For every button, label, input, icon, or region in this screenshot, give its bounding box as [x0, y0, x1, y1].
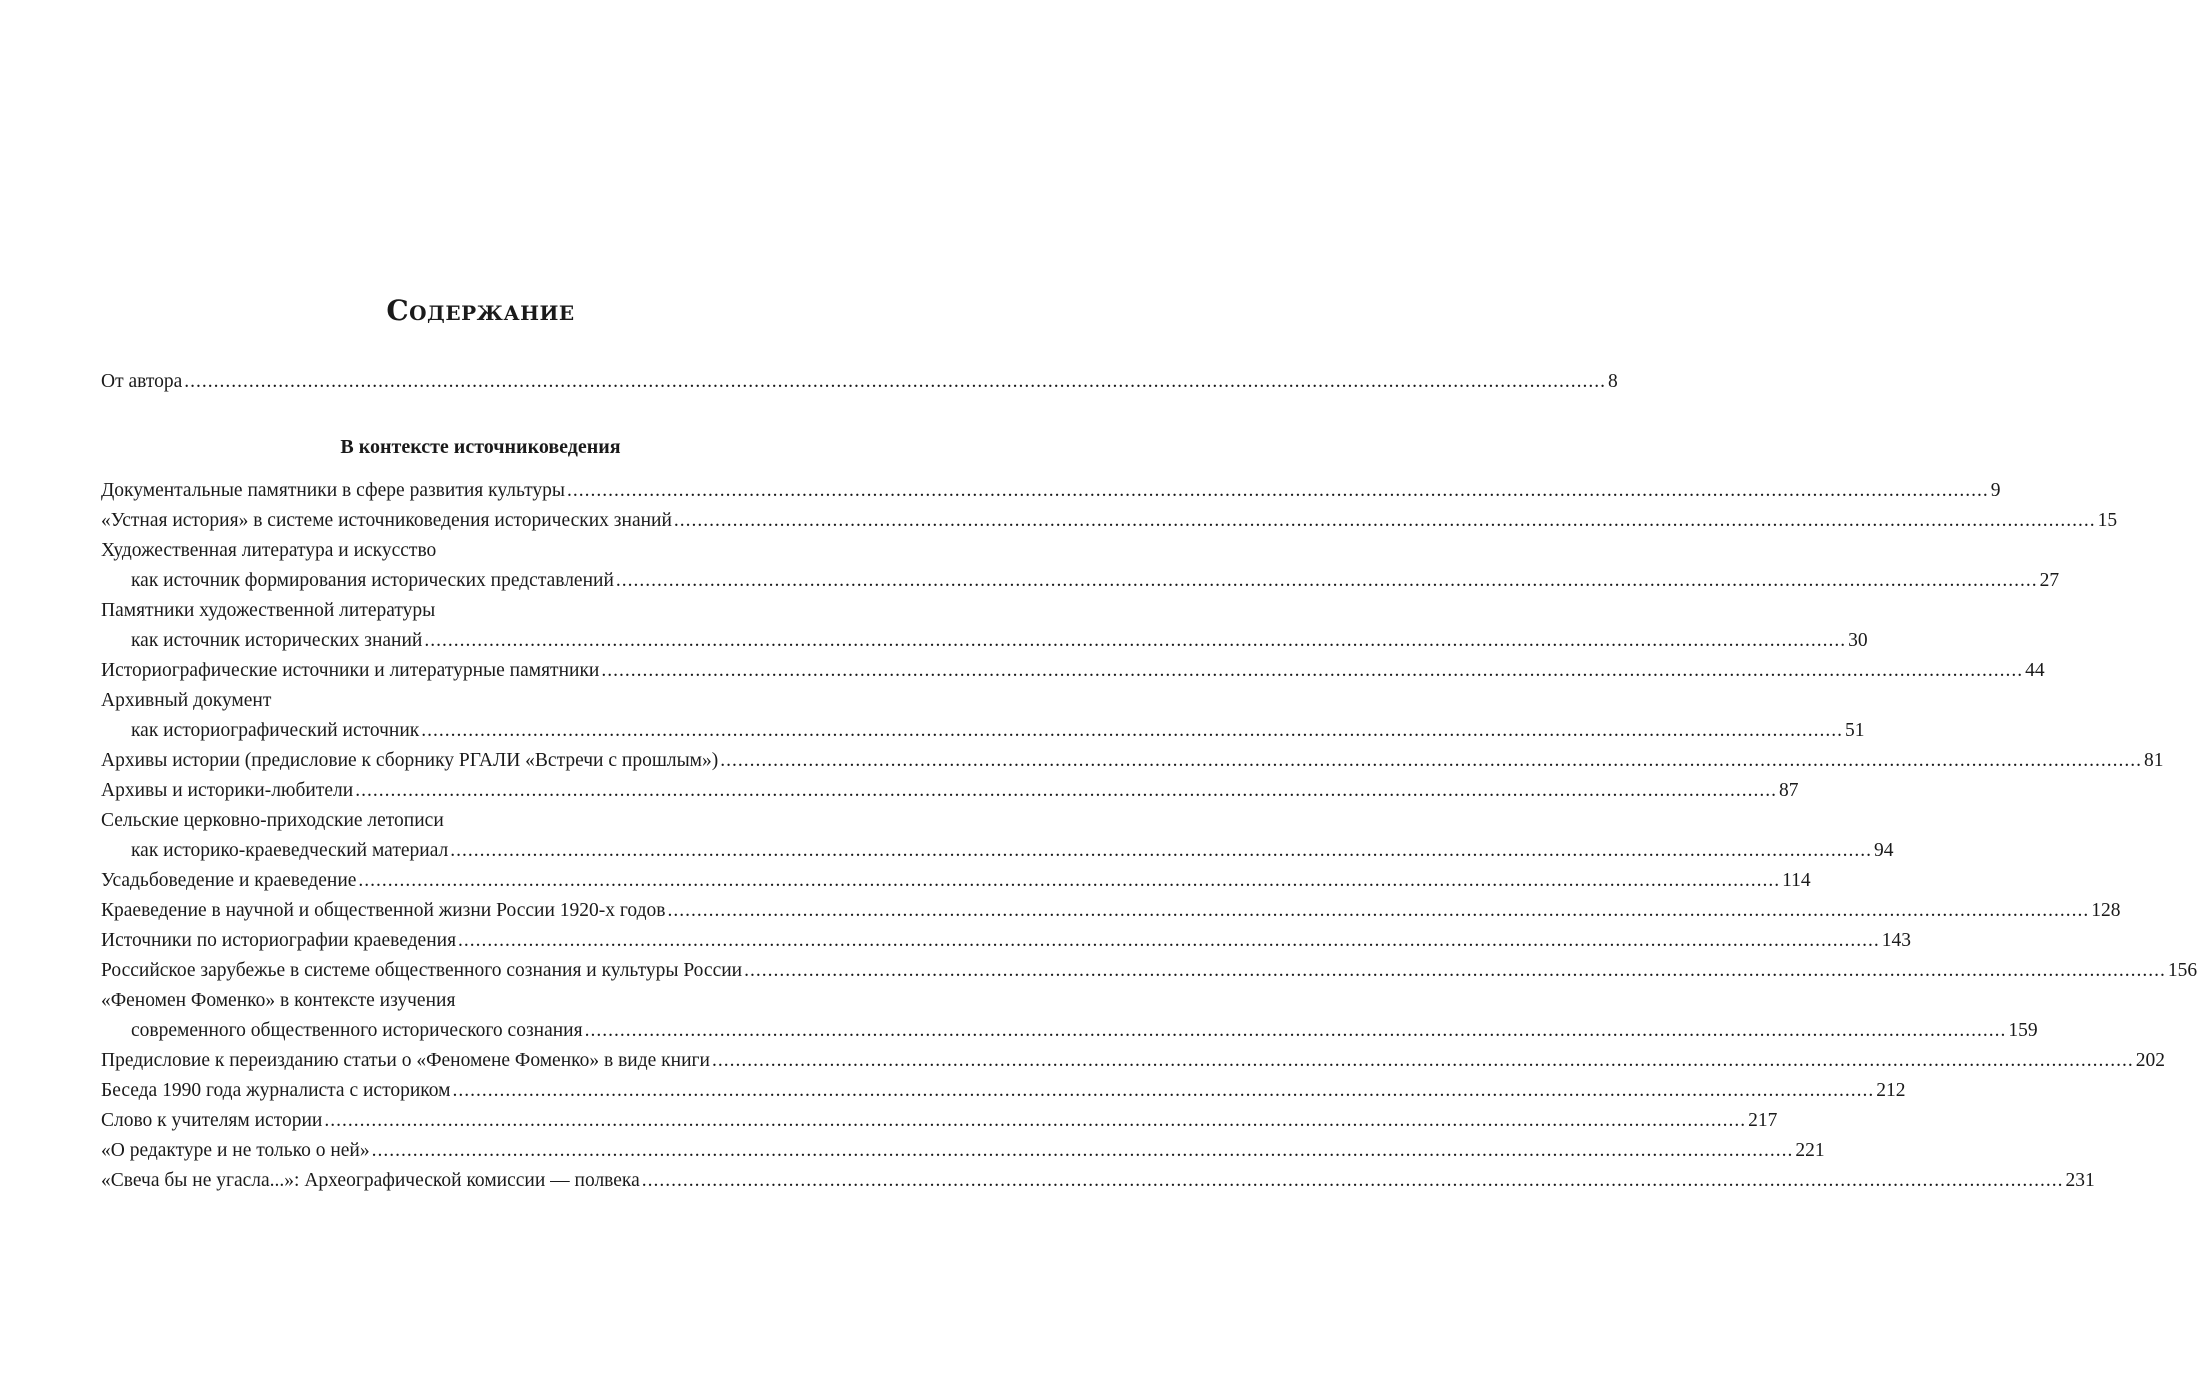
toc-entry-label: как источник исторических знаний — [131, 630, 423, 651]
toc-entry-label: От автора — [101, 371, 183, 392]
toc-entry-row — [101, 566, 2060, 596]
toc-entry-label: «О редактуре и не только о ней» — [101, 1140, 370, 1161]
toc-entry-label: «Свеча бы не угасла...»: Археографической комиссии — полвека — [101, 1170, 640, 1191]
dot-leader — [642, 1166, 2064, 1196]
toc-page-number: 156 — [2167, 960, 2197, 981]
toc-page-number: 15 — [2097, 510, 2118, 531]
dot-leader — [674, 506, 2096, 536]
dot-leader — [585, 1016, 2007, 1046]
toc-entry-row — [101, 1106, 1778, 1136]
toc-entry[interactable] — [101, 1106, 1778, 1136]
toc-entry[interactable] — [101, 776, 1799, 806]
dot-leader — [324, 1106, 1746, 1136]
toc-entry[interactable] — [101, 476, 2001, 506]
toc-entry-title-line: Сельские церковно-приходские летописи — [101, 810, 444, 831]
toc-entry-row — [101, 1016, 2038, 1046]
dot-leader — [616, 566, 2038, 596]
section-heading: В контексте источниковедения — [340, 436, 621, 458]
toc-entry-row — [101, 367, 1618, 397]
toc-entry[interactable] — [101, 956, 2197, 986]
dot-leader — [567, 476, 1989, 506]
toc-entry-row — [101, 956, 2197, 986]
toc-page-number: 221 — [1795, 1140, 1825, 1161]
toc-entry-row — [101, 866, 1811, 896]
toc-entry-row — [101, 626, 1868, 656]
toc-entry-label: современного общественного исторического сознания — [131, 1020, 583, 1041]
toc-entry-title-line: Архивный документ — [101, 690, 272, 711]
dot-leader — [355, 776, 1777, 806]
toc-entry[interactable] — [101, 896, 2121, 926]
toc-entry-title-line: Памятники художественной литературы — [101, 600, 436, 621]
toc-entry-title-line: «Феномен Фоменко» в контексте изучения — [101, 990, 456, 1011]
dot-leader — [458, 926, 1880, 956]
toc-entry-row — [101, 746, 2164, 776]
toc-entry-label: как историографический источник — [131, 720, 420, 741]
toc-entry-row — [101, 1166, 2095, 1196]
toc-entry[interactable] — [101, 536, 2060, 596]
toc-entry[interactable] — [101, 1076, 1906, 1106]
dot-leader — [450, 836, 1872, 866]
toc-page-number: 143 — [1881, 930, 1912, 951]
toc-page-number: 94 — [1874, 840, 1894, 861]
toc-entry[interactable] — [101, 596, 1868, 656]
toc-page-number: 128 — [2091, 900, 2121, 921]
toc-page-number: 231 — [2065, 1170, 2095, 1191]
toc-entry-row — [101, 836, 1894, 866]
toc-entry[interactable] — [101, 1136, 1825, 1166]
toc-entry[interactable] — [101, 926, 1912, 956]
toc-entry-label: «Устная история» в системе источниковедения исторических знаний — [101, 510, 672, 531]
toc-entry-row — [101, 716, 1865, 746]
dot-leader — [424, 626, 1846, 656]
toc-entry-row — [101, 896, 2121, 926]
toc-entry-label: Слово к учителям истории — [101, 1110, 323, 1131]
dot-leader — [712, 1046, 2134, 1076]
toc-entry-row — [101, 506, 2118, 536]
toc-entry-row — [101, 656, 2045, 686]
toc-entry-foreword[interactable] — [101, 367, 1618, 397]
dot-leader — [421, 716, 1843, 746]
toc-entry-label: Документальные памятники в сфере развития культуры — [101, 480, 565, 501]
toc-page-number: 30 — [1848, 630, 1868, 651]
toc-page-number: 114 — [1782, 870, 1811, 891]
toc-entry-list — [101, 476, 2197, 1196]
toc-page-number: 44 — [2025, 660, 2045, 681]
toc-entry-label: Беседа 1990 года журналиста с историком — [101, 1080, 451, 1101]
toc-entry-title-line: Художественная литература и искусство — [101, 540, 437, 561]
toc-entry-label: Российское зарубежье в системе общественного сознания и культуры России — [101, 960, 743, 981]
toc-page-number: 217 — [1748, 1110, 1778, 1131]
toc-title: Содержание — [386, 294, 575, 327]
toc-entry[interactable] — [101, 656, 2045, 686]
toc-entry[interactable] — [101, 1046, 2165, 1076]
toc-entry-row — [101, 476, 2001, 506]
dot-leader — [452, 1076, 1874, 1106]
toc-entry-label: как источник формирования исторических представлений — [131, 570, 614, 591]
dot-leader — [372, 1136, 1794, 1166]
dot-leader — [720, 746, 2142, 776]
toc-entry-row — [101, 776, 1799, 806]
toc-entry-label: Усадьбоведение и краеведение — [101, 870, 357, 891]
toc-entry-label: Предисловие к переизданию статьи о «Феномене Фоменко» в виде книги — [101, 1050, 710, 1071]
toc-entry-label: Историографические источники и литературные памятники — [101, 660, 600, 681]
toc-page-number: 51 — [1845, 720, 1865, 741]
toc-entry-label: Краеведение в научной и общественной жизни России 1920-х годов — [101, 900, 666, 921]
toc-entry[interactable] — [101, 506, 2118, 536]
toc-entry-row — [101, 1136, 1825, 1166]
dot-leader — [184, 367, 1606, 397]
toc-page-number: 27 — [2039, 570, 2060, 591]
dot-leader — [358, 866, 1780, 896]
toc-entry-label: Архивы истории (предисловие к сборнику РГАЛИ «Встречи с прошлым») — [101, 750, 719, 771]
toc-entry[interactable] — [101, 806, 1894, 866]
toc-page-number: 9 — [1990, 480, 2001, 501]
toc-page-number: 212 — [1876, 1080, 1906, 1101]
dot-leader — [744, 956, 2166, 986]
toc-entry[interactable] — [101, 1166, 2095, 1196]
toc-page-number: 81 — [2144, 750, 2164, 771]
toc-entry[interactable] — [101, 686, 1865, 746]
toc-entry-label: Источники по историографии краеведения — [101, 930, 457, 951]
toc-page-number: 159 — [2008, 1020, 2038, 1041]
toc-page-number: 87 — [1778, 780, 1799, 801]
toc-entry[interactable] — [101, 986, 2038, 1046]
toc-page-number: 202 — [2135, 1050, 2165, 1071]
toc-entry-row — [101, 1076, 1906, 1106]
toc-entry[interactable] — [101, 866, 1811, 896]
toc-entry[interactable] — [101, 746, 2164, 776]
toc-entry-label: Архивы и историки-любители — [101, 780, 354, 801]
dot-leader — [601, 656, 2023, 686]
dot-leader — [667, 896, 2089, 926]
toc-entry-label: как историко-краеведческий материал — [131, 840, 449, 861]
toc-entry-row — [101, 1046, 2165, 1076]
toc-entry-row — [101, 926, 1912, 956]
toc-page-number: 8 — [1608, 371, 1618, 392]
